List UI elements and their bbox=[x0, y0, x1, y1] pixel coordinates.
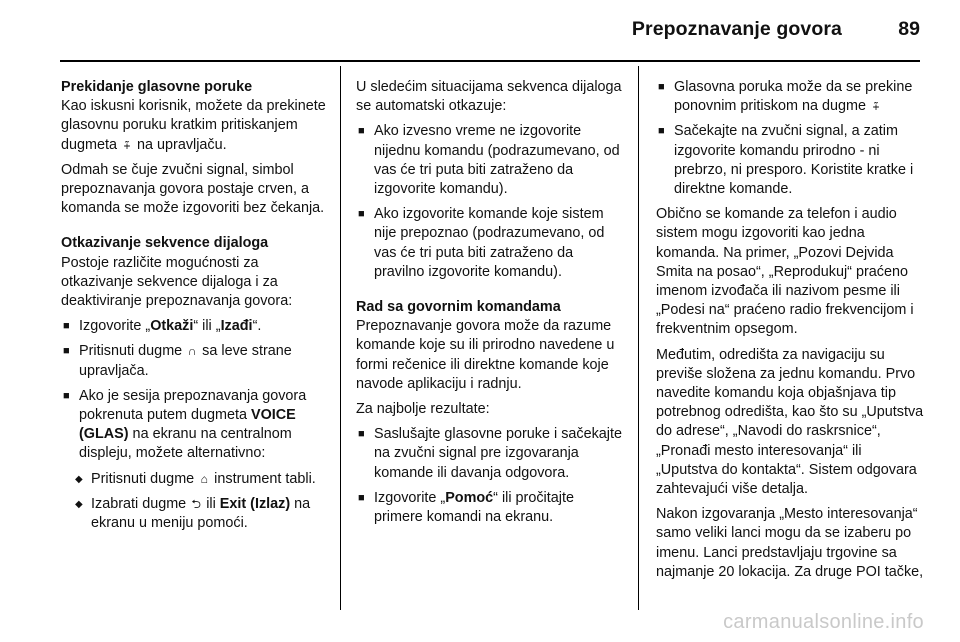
list-item: ■ Ako izvesno vreme ne izgovorite nijednu komandu (podrazumevano, od vas će tri puta biti zatraženo da izgovorite komandu). bbox=[356, 122, 626, 199]
paragraph: Prepoznavanje govora može da razume komande koje su ili prirodno navedene u formi rečenice ili direktne komande koje navode aplikaciju i radnju. bbox=[356, 318, 615, 392]
text: “. bbox=[252, 318, 262, 335]
list-item: ■ Saslušajte glasovne poruke i sačekajte na zvučni signal pre izgovaranja komande ili davanja odgovora. bbox=[356, 425, 626, 483]
text: Izabrati dugme bbox=[91, 495, 191, 512]
sub-list-item bbox=[61, 470, 326, 489]
paragraph: Nakon izgovaranja „Mesto interesovanja“ samo veliki lanci mogu da se izaberu po imenu. Lanci predstavljaju trgovine sa najmanje 20 lokacija. Za druge POI tačke, bbox=[656, 506, 924, 580]
text: sa leve strane upravljača. bbox=[79, 343, 292, 379]
text: “ ili pročitajte primere komandi na ekranu. bbox=[374, 489, 574, 526]
text: Ako je sesija prepoznavanja govora pokrenuta putem dugmeta bbox=[79, 387, 307, 424]
list-item bbox=[656, 78, 926, 116]
text: Izgovorite „ bbox=[374, 489, 446, 506]
column-2 bbox=[356, 78, 626, 533]
command-text: Izađi bbox=[220, 318, 253, 335]
section-heading: Otkazivanje sekvence dijaloga bbox=[61, 235, 269, 252]
list-item bbox=[61, 342, 326, 380]
end-call-icon: ∩ bbox=[187, 344, 197, 359]
column-divider-2 bbox=[638, 66, 639, 610]
command-text: Otkaži bbox=[150, 318, 194, 335]
text: Kao iskusni korisnik, možete da prekinete glasovnu poruku kratkim pritiskanjem dugmeta bbox=[61, 98, 326, 153]
page-header bbox=[0, 0, 960, 60]
page-number: 89 bbox=[898, 18, 920, 40]
paragraph: Za najbolje rezultate: bbox=[356, 401, 490, 418]
text: ili bbox=[202, 495, 220, 512]
section-heading: Rad sa govornim komandama bbox=[356, 299, 561, 316]
paragraph: Odmah se čuje zvučni signal, simbol prepoznavanja govora postaje crven, a komanda se može izgovoriti bez čekanja. bbox=[61, 161, 325, 217]
paragraph: Postoje različite mogućnosti za otkazivanje sekvence dijaloga i za deaktiviranje prepoznavanja govora: bbox=[61, 254, 293, 310]
paragraph: U sledećim situacijama sekvenca dijaloga se automatski otkazuje: bbox=[356, 79, 622, 115]
page-title: Prepoznavanje govora bbox=[631, 18, 842, 40]
list-item: ■ Ako izgovorite komande koje sistem nije prepoznao (podrazumevano, od vas će tri puta biti zatraženo da pravilno izgovorite komandu). bbox=[356, 205, 626, 282]
spacer bbox=[61, 224, 326, 234]
text: instrument tabli. bbox=[210, 470, 316, 487]
header-rule bbox=[60, 60, 920, 62]
watermark: carmanualsonline.info bbox=[723, 611, 924, 633]
home-icon: ⌂ bbox=[200, 471, 208, 486]
text: Glasovna poruka može da se prekine ponovnim pritiskom na dugme bbox=[674, 79, 913, 115]
back-icon: ⮌ bbox=[191, 496, 202, 511]
list-item: ■ Sačekajte na zvučni signal, a zatim izgovorite komandu prirodno - ni prebrzo, ni presporo. Koristite kratke i direktne komande. bbox=[656, 122, 926, 199]
text: na upravljaču. bbox=[133, 136, 227, 153]
paragraph bbox=[61, 97, 326, 155]
column-3 bbox=[656, 78, 926, 588]
section-heading: Prekidanje glasovne poruke bbox=[61, 79, 253, 95]
button-name: VOICE (GLAS) bbox=[79, 407, 296, 443]
command-text: Pomoć bbox=[445, 489, 494, 506]
voice-button-icon: ⨤ bbox=[872, 99, 880, 114]
list-item bbox=[61, 317, 326, 336]
column-1 bbox=[61, 78, 326, 539]
list-item bbox=[61, 387, 326, 464]
list-item bbox=[356, 489, 626, 527]
paragraph: Obično se komande za telefon i audio sistem mogu izgovoriti kao jedna komanda. Na primer, „Pozovi Dejvida Smita na posao“, „Reprodukuj“ praćeno imenom izvođača ili nazivom pesme ili „Podesi na“ praćeno radio frekvencijom i frekventnim opsegom. bbox=[656, 206, 914, 338]
button-name: Exit (Izlaz) bbox=[219, 495, 291, 512]
spacer bbox=[356, 288, 626, 298]
text: Pritisnuti dugme bbox=[91, 470, 199, 487]
paragraph: Međutim, odredišta za navigaciju su previše složena za jednu komandu. Prvo navedite komandu koja objašnjava tip potrebnog odredišta, kao što su „Uputstva do adrese“, „Navodi do raskrsnice“, „Pronađi mesto interesovanja“ ili „Uputstva do kontakta“. Sistem odgovara zahtevajući više detalja. bbox=[656, 346, 924, 498]
text: Pritisnuti dugme bbox=[79, 343, 187, 360]
column-divider-1 bbox=[340, 66, 341, 610]
text: na ekranu na centralnom displeju, možete alternativno: bbox=[79, 426, 292, 462]
text: na ekranu u meniju pomoći. bbox=[91, 495, 311, 532]
sub-list-item bbox=[61, 495, 326, 533]
text: Izgovorite „ bbox=[79, 318, 151, 335]
text: “ ili „ bbox=[193, 318, 221, 335]
voice-button-icon: ⨤ bbox=[123, 137, 131, 152]
